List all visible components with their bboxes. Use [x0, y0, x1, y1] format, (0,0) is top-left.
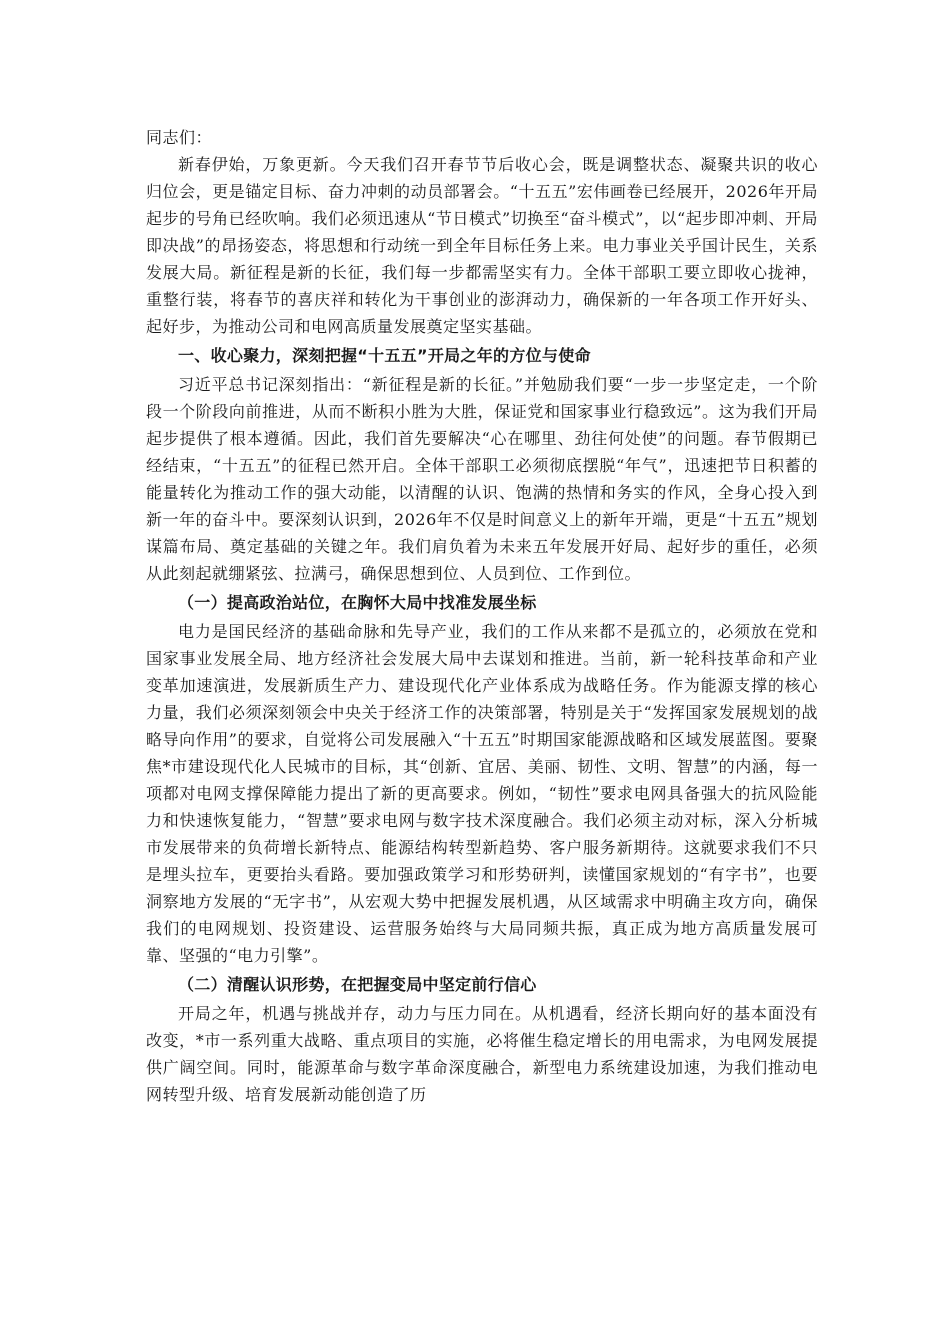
subsection-1-paragraph: 电力是国民经济的基础命脉和先导产业，我们的工作从来都不是孤立的，必须放在党和国家事业发展全局、地方经济社会发展大局中去谋划和推进。当前，新一轮科技革命和产业变革加速演进，发展新质生产力、建设现代化产业体系成为战略任务。作为能源支撑的核心力量，我们必须深刻领会中央关于经济工作的决策部署，特别是关于“发挥国家发展规划的战略导向作用”的要求，自觉将公司发展融入“十五五”时期国家能源战略和区域发展蓝图。要聚焦*市建设现代化人民城市的目标，其“创新、宜居、美丽、韧性、文明、智慧”的内涵，每一项都对电网支撑保障能力提出了新的更高要求。例如，“韧性”要求电网具备强大的抗风险能力和快速恢复能力，“智慧”要求电网与数字技术深度融合。我们必须主动对标，深入分析城市发展带来的负荷增长新特点、能源结构转型新趋势、客户服务新期待。这就要求我们不只是埋头拉车，更要抬头看路。要加强政策学习和形势研判，读懂国家规划的“有字书”，也要洞察地方发展的“无字书”，从宏观大势中把握发展机遇，从区域需求中明确主攻方向，确保我们的电网规划、投资建设、运营服务始终与大局同频共振，真正成为地方高质量发展可靠、坚强的“电力引擎”。	[146, 622, 818, 965]
document-page	[146, 124, 818, 1108]
intro-paragraph: 新春伊始，万象更新。今天我们召开春节节后收心会，既是调整状态、凝聚共识的收心归位会，更是锚定目标、奋力冲刺的动员部署会。“十五五”宏伟画卷已经展开，2026年开局起步的号角已经吹响。我们必须迅速从“节日模式”切换至“奋斗模式”，以“起步即冲刺、开局即决战”的昂扬姿态，将思想和行动统一到全年目标任务上来。电力事业关乎国计民生，关系发展大局。新征程是新的长征，我们每一步都需坚实有力。全体干部职工要立即收心拢神，重整行装，将春节的喜庆祥和转化为干事创业的澎湃动力，确保新的一年各项工作开好头、起好步，为推动公司和电网高质量发展奠定坚实基础。	[146, 155, 818, 336]
section-1-paragraph: 习近平总书记深刻指出：“新征程是新的长征。”并勉励我们要“一步一步坚定走，一个阶段一个阶段向前推进，从而不断积小胜为大胜，保证党和国家事业行稳致远”。这为我们开局起步提供了根本遵循。因此，我们首先要解决“心在哪里、劲往何处使”的问题。春节假期已经结束，“十五五”的征程已然开启。全体干部职工必须彻底摆脱“年气”，迅速把节日积蓄的能量转化为推动工作的强大动能，以清醒的认识、饱满的热情和务实的作风，全身心投入到新一年的奋斗中。要深刻认识到，2026年不仅是时间意义上的新年开端，更是“十五五”规划谋篇布局、奠定基础的关键之年。我们肩负着为未来五年发展开好局、起好步的重任，必须从此刻起就绷紧弦、拉满弓，确保思想到位、人员到位、工作到位。	[146, 375, 818, 583]
salutation: 同志们：	[146, 128, 213, 147]
subsection-2-heading: （二）清醒认识形势，在把握变局中坚定前行信心	[178, 975, 537, 994]
section-1-heading: 一、收心聚力，深刻把握“十五五”开局之年的方位与使命	[178, 346, 591, 365]
subsection-2-paragraph: 开局之年，机遇与挑战并存，动力与压力同在。从机遇看，经济长期向好的基本面没有改变，*市一系列重大战略、重点项目的实施，必将催生稳定增长的用电需求，为电网发展提供广阔空间。同时，能源革命与数字革命深度融合，新型电力系统建设加速，为我们推动电网转型升级、培育发展新动能创造了历	[146, 1004, 818, 1104]
subsection-1-heading: （一）提高政治站位，在胸怀大局中找准发展坐标	[178, 593, 537, 612]
